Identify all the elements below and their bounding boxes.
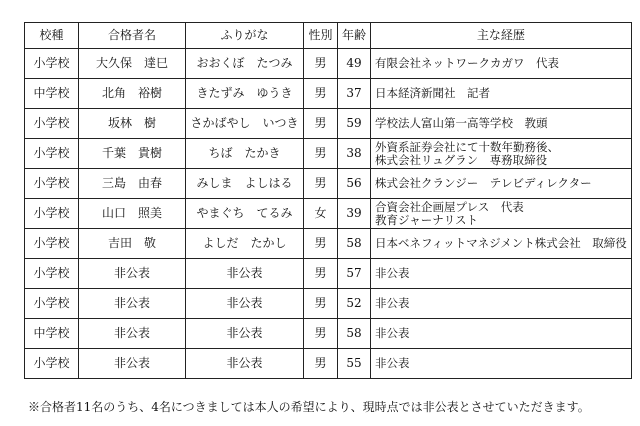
career-line: 学校法人富山第一高等学校 教頭 [375, 116, 548, 130]
career-line: 非公表 [375, 326, 410, 340]
cell-furigana: 非公表 [186, 259, 304, 289]
cell-school-type: 小学校 [25, 139, 79, 169]
header-sex: 性別 [304, 23, 338, 49]
cell-sex: 男 [304, 79, 338, 109]
cell-career [371, 109, 632, 139]
cell-furigana: 非公表 [186, 289, 304, 319]
table-body [25, 49, 632, 379]
career-line: 有限会社ネットワークカガワ 代表 [375, 56, 560, 70]
cell-name: 北角 裕樹 [79, 79, 186, 109]
cell-furigana: さかばやし いつき [186, 109, 304, 139]
table-row [25, 259, 632, 289]
cell-sex: 男 [304, 229, 338, 259]
header-school-type: 校種 [25, 23, 79, 49]
cell-career [371, 319, 632, 349]
cell-sex: 男 [304, 109, 338, 139]
cell-sex: 男 [304, 319, 338, 349]
cell-name: 非公表 [79, 319, 186, 349]
cell-furigana: 非公表 [186, 349, 304, 379]
table-row [25, 199, 632, 229]
cell-name: 非公表 [79, 349, 186, 379]
cell-sex: 女 [304, 199, 338, 229]
cell-sex: 男 [304, 259, 338, 289]
cell-furigana: みしま よしはる [186, 169, 304, 199]
table-row [25, 229, 632, 259]
table-row [25, 319, 632, 349]
cell-sex: 男 [304, 49, 338, 79]
cell-school-type: 小学校 [25, 169, 79, 199]
cell-career [371, 199, 632, 229]
cell-career [371, 289, 632, 319]
cell-furigana: きたずみ ゆうき [186, 79, 304, 109]
cell-furigana: よしだ たかし [186, 229, 304, 259]
cell-school-type: 小学校 [25, 109, 79, 139]
cell-school-type: 小学校 [25, 349, 79, 379]
career-line: 日本ベネフィットマネジメント株式会社 取締役 [375, 236, 627, 250]
table-row [25, 109, 632, 139]
cell-school-type: 小学校 [25, 289, 79, 319]
table-row [25, 289, 632, 319]
career-line: 日本経済新聞社 記者 [375, 86, 491, 100]
cell-furigana: おおくぼ たつみ [186, 49, 304, 79]
cell-school-type: 中学校 [25, 319, 79, 349]
cell-school-type: 小学校 [25, 229, 79, 259]
cell-age: 57 [338, 259, 371, 289]
cell-name: 三島 由春 [79, 169, 186, 199]
cell-career [371, 49, 632, 79]
cell-school-type: 小学校 [25, 49, 79, 79]
cell-sex: 男 [304, 169, 338, 199]
cell-furigana: 非公表 [186, 319, 304, 349]
cell-career [371, 169, 632, 199]
cell-career [371, 259, 632, 289]
header-furigana: ふりがな [186, 23, 304, 49]
table-row [25, 169, 632, 199]
cell-name: 非公表 [79, 289, 186, 319]
cell-age: 59 [338, 109, 371, 139]
cell-sex: 男 [304, 289, 338, 319]
cell-furigana: ちば たかき [186, 139, 304, 169]
cell-name: 山口 照美 [79, 199, 186, 229]
table-header-row [25, 23, 632, 49]
cell-name: 坂林 樹 [79, 109, 186, 139]
cell-career [371, 139, 632, 169]
cell-name: 非公表 [79, 259, 186, 289]
cell-age: 37 [338, 79, 371, 109]
cell-age: 58 [338, 319, 371, 349]
cell-age: 49 [338, 49, 371, 79]
cell-school-type: 小学校 [25, 199, 79, 229]
career-line: 株式会社リュグラン 専務取締役 [375, 152, 548, 167]
cell-school-type: 中学校 [25, 79, 79, 109]
cell-age: 38 [338, 139, 371, 169]
footnote: ※合格者11名のうち、4名につきましては本人の希望により、現時点では非公表とさせていただきます。 [28, 400, 590, 414]
career-line: 株式会社クランジー テレビディレクター [375, 176, 592, 190]
table-row [25, 79, 632, 109]
career-line: 非公表 [375, 296, 410, 310]
cell-name: 千葉 貴樹 [79, 139, 186, 169]
cell-furigana: やまぐち てるみ [186, 199, 304, 229]
cell-career [371, 79, 632, 109]
career-line: 非公表 [375, 356, 410, 370]
candidates-table [24, 22, 632, 379]
header-name: 合格者名 [79, 23, 186, 49]
table-row [25, 49, 632, 79]
cell-sex: 男 [304, 139, 338, 169]
cell-age: 55 [338, 349, 371, 379]
career-line: 外資系証券会社にて十数年勤務後、 [375, 139, 560, 154]
cell-name: 吉田 敬 [79, 229, 186, 259]
cell-age: 56 [338, 169, 371, 199]
cell-school-type: 小学校 [25, 259, 79, 289]
cell-sex: 男 [304, 349, 338, 379]
header-age: 年齢 [338, 23, 371, 49]
cell-age: 39 [338, 199, 371, 229]
cell-age: 52 [338, 289, 371, 319]
career-line: 合資会社企画屋プレス 代表 [375, 199, 524, 214]
cell-career [371, 229, 632, 259]
cell-age: 58 [338, 229, 371, 259]
cell-career [371, 349, 632, 379]
career-line: 非公表 [375, 266, 410, 280]
career-line: 教育ジャーナリスト [375, 212, 479, 227]
header-career: 主な経歴 [371, 23, 632, 49]
table-row [25, 349, 632, 379]
table-row [25, 139, 632, 169]
cell-name: 大久保 達巳 [79, 49, 186, 79]
